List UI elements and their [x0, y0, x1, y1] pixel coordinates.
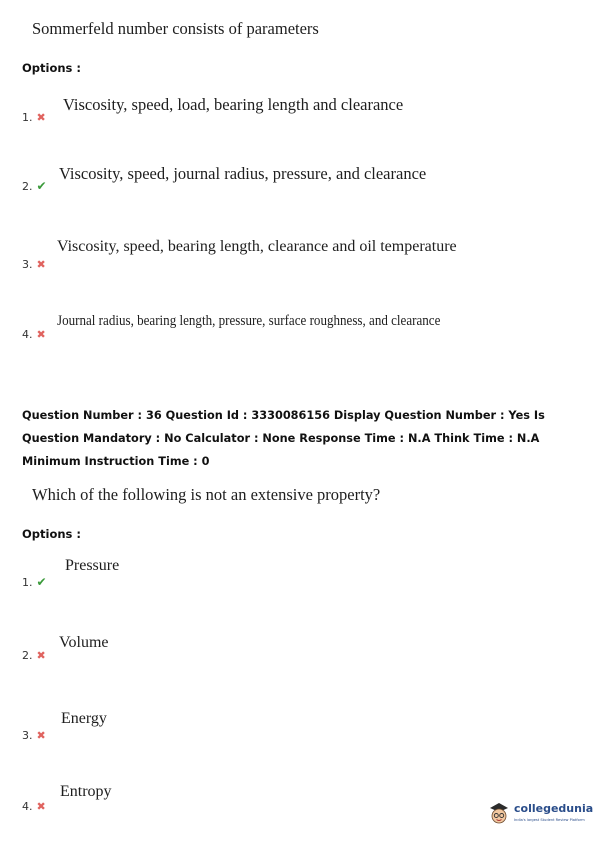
option-text: Viscosity, speed, bearing length, clearance and oil temperature: [57, 238, 457, 255]
option-number: 3.: [22, 729, 33, 742]
cross-icon: ✖: [36, 111, 46, 124]
cross-icon: ✖: [36, 800, 46, 813]
collegedunia-logo: [488, 798, 594, 832]
option-text: Entropy: [60, 783, 112, 800]
logo-wordmark: collegedunia: [514, 802, 594, 815]
option-number: 4.: [22, 328, 33, 341]
question-1-text: Sommerfeld number consists of parameters: [32, 19, 319, 38]
option-number: 1.: [22, 111, 33, 124]
logo-tagline: India's largest Student Review Platform: [514, 818, 585, 822]
check-icon: ✔: [36, 179, 47, 193]
cross-icon: ✖: [36, 649, 46, 662]
option-number: 2.: [22, 180, 33, 193]
option-number: 2.: [22, 649, 33, 662]
question-2-options-label: Options :: [22, 527, 81, 541]
option-number: 4.: [22, 800, 33, 813]
check-icon: ✔: [36, 575, 47, 589]
option-text: Viscosity, speed, journal radius, pressure, and clearance: [59, 164, 427, 183]
option-number: 3.: [22, 258, 33, 271]
question-2-text: Which of the following is not an extensive property?: [32, 485, 381, 504]
cross-icon: ✖: [36, 258, 46, 271]
student-mascot-icon: [488, 800, 510, 826]
option-text: Journal radius, bearing length, pressure, surface roughness, and clearance: [57, 313, 441, 329]
option-number: 1.: [22, 576, 33, 589]
question-2-meta: Question Number : 36 Question Id : 3330086156 Display Question Number : Yes Is Question Mandatory : No Calculator : None Response Time : N.A Think Time : N.A Minimum Instruction Time : 0: [22, 409, 545, 468]
option-text: Energy: [61, 710, 107, 727]
option-text: Viscosity, speed, load, bearing length and clearance: [63, 95, 404, 114]
cross-icon: ✖: [36, 729, 46, 742]
option-text: Volume: [59, 634, 109, 651]
cross-icon: ✖: [36, 328, 46, 341]
option-text: Pressure: [65, 557, 120, 574]
question-1-options-label: Options :: [22, 61, 81, 75]
